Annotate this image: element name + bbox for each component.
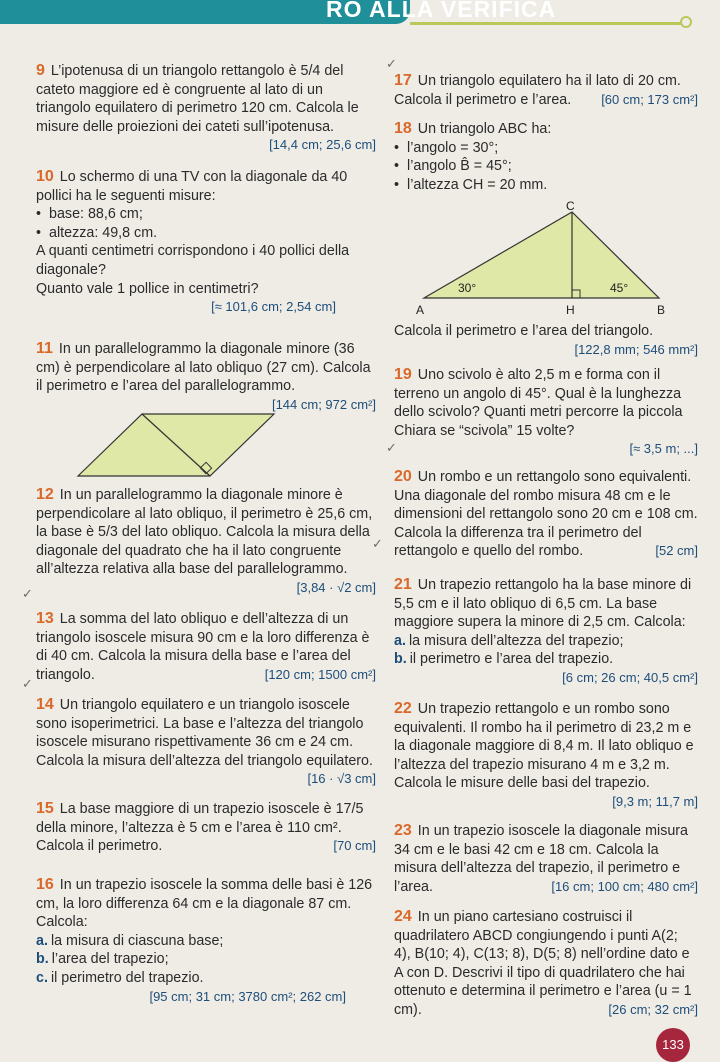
exercise-24	[394, 908, 698, 1020]
item-b: il perimetro e l’area del trapezio.	[409, 651, 614, 668]
bullet-height: • l’altezza CH = 20 mm.	[394, 176, 698, 195]
header-dot	[680, 16, 692, 28]
check-mark-icon: ✓	[22, 586, 33, 601]
exercise-10	[36, 168, 376, 317]
exercise-21: 21 Un trapezio rettangolo ha la base minore di 5,5 cm e il lato obliquo di 6,5 cm. La base maggiore supera la minore di 2,5 cm. Calcola: a. la misura dell’altezza del trapezio; b. il perimetro e l’area del trapezio. [6 cm; 26 cm; 40,5 cm²]	[394, 576, 698, 685]
exercise-number: 14	[36, 696, 54, 713]
exercise-number: 11	[36, 340, 53, 357]
item-a: la misura di ciascuna base;	[50, 932, 224, 949]
exercise-text: Un rombo e un rettangolo sono equivalenti. Una diagonale del rombo misura 48 cm e le dimensioni del rettangolo sono 20 cm e 108 cm. Calcola la differenza tra il perimetro del rettangolo e quello del rombo.	[394, 469, 698, 560]
exercise-text: Un triangolo equilatero ha il lato di 20 cm. Calcola il perimetro e l’area.	[394, 73, 681, 108]
item-c: il perimetro del trapezio.	[50, 969, 204, 986]
exercise-text-2: Calcola il perimetro e l’area del triangolo.	[394, 323, 654, 339]
exercise-text: In un parallelogrammo la diagonale minore è perpendicolare al lato obliquo, il perimetro è 25,6 cm, la base è 5/3 del lato obliquo. Calcola la misura della diagonale del quadrato che ha il lato congruente all’altezza relativa alla base del parallelogrammo.	[36, 487, 373, 578]
bullet-angle-a: • l’angolo = 30°;	[394, 139, 698, 158]
triangle-figure	[414, 200, 674, 322]
page-number: 133	[656, 1028, 690, 1062]
label-c: C	[566, 200, 575, 213]
exercise-11	[36, 340, 376, 414]
exercise-text: In un trapezio isoscele la somma delle basi è 126 cm, la loro differenza 64 cm e la diagonale 87 cm. Calcola:	[36, 877, 373, 931]
check-mark-icon: ✓	[386, 56, 397, 71]
exercise-number: 16	[36, 876, 54, 893]
check-mark-icon: ✓	[22, 676, 33, 691]
parallelogram-figure	[76, 412, 276, 478]
answer: [70 cm]	[333, 838, 376, 854]
exercise-number: 13	[36, 610, 54, 627]
exercise-17	[394, 72, 698, 109]
angle-a-label: 30°	[458, 281, 477, 295]
answer: [≈ 3,5 m; ...]	[629, 441, 698, 457]
exercise-text: Un triangolo ABC ha:	[417, 121, 552, 137]
exercise-text: Uno scivolo è alto 2,5 m e forma con il terreno un angolo di 45°. Qual è la lunghezza dello scivolo? Quanti metri percorre la piccola Chiara se “scivola” 15 volte?	[394, 367, 683, 439]
exercise-number: 9	[36, 62, 45, 79]
exercise-number: 19	[394, 366, 412, 383]
exercise-number: 17	[394, 72, 412, 89]
exercise-text-3: Quanto vale 1 pollice in centimetri?	[36, 280, 259, 297]
answer: [122,8 mm; 546 mm²]	[574, 341, 698, 357]
item-a: la misura dell’altezza del trapezio;	[408, 632, 624, 649]
header-title: RO ALLA VERIFICA	[326, 0, 557, 22]
exercise-text: La base maggiore di un trapezio isoscele è 17/5 della minore, l’altezza è 5 cm e l’area è 110 cm². Calcola il perimetro.	[36, 801, 364, 855]
exercise-number: 10	[36, 168, 54, 185]
exercise-number: 18	[394, 120, 412, 137]
answer: [95 cm; 31 cm; 3780 cm²; 262 cm]	[149, 988, 346, 1004]
exercise-number: 15	[36, 800, 54, 817]
exercise-19	[394, 366, 698, 459]
exercise-number: 24	[394, 908, 412, 925]
exercise-9	[36, 62, 376, 155]
answer: [≈ 101,6 cm; 2,54 cm]	[211, 299, 336, 315]
bullet-angle-b: • l’angolo B̂ = 45°;	[394, 157, 698, 176]
exercise-text: Un triangolo equilatero e un triangolo isoscele sono isoperimetrici. La base e l’altezza del triangolo isoscele misurano rispettivamente 36 cm e 24 cm. Calcola la misura dell’altezza del triangolo equilatero.	[36, 697, 373, 769]
label-a: A	[416, 303, 425, 317]
angle-b-label: 45°	[610, 281, 629, 295]
answer: [60 cm; 173 cm²]	[601, 91, 698, 107]
exercise-text: In un parallelogrammo la diagonale minore (36 cm) è perpendicolare al lato obliquo (27 cm). Calcola il perimetro e l’area del parallelogrammo.	[36, 341, 371, 395]
check-mark-icon: ✓	[386, 440, 397, 455]
exercise-text: In un trapezio isoscele la diagonale misura 34 cm e le basi 42 cm e 18 cm. Calcola la misura dell’altezza del trapezio, il perimetro e l’area.	[394, 823, 689, 895]
exercise-text-2: A quanti centimetri corrispondono i 40 pollici della diagonale?	[36, 243, 350, 278]
exercise-18-question	[394, 322, 698, 359]
exercise-text: Un trapezio rettangolo ha la base minore di 5,5 cm e il lato obliquo di 6,5 cm. La base maggiore supera la minore di 2,5 cm. Calcola:	[394, 577, 692, 631]
answer: [144 cm; 972 cm²]	[271, 396, 376, 412]
exercise-text: Lo schermo di una TV con la diagonale da 40 pollici ha le seguenti misure:	[36, 169, 348, 204]
exercise-text: La somma del lato obliquo e dell’altezza di un triangolo isoscele misura 90 cm e la loro differenza è di 40 cm. Calcola la misura della base e l’area del triangolo.	[36, 611, 370, 683]
answer: [120 cm; 1500 cm²]	[264, 666, 376, 682]
item-b: l’area del trapezio;	[51, 951, 169, 968]
answer: [52 cm]	[655, 543, 698, 559]
exercise-text: In un piano cartesiano costruisci il quadrilatero ABCD congiungendo i punti A(2; 4), B(10; 4), C(13; 8), D(5; 8) nell’ordine dato e A con D. Descrivi il tipo di quadrilatero che hai ottenuto e determina il perimetro e l’area (u = 1 cm).	[394, 909, 692, 1018]
check-mark-icon: ✓	[372, 536, 383, 551]
answer: [16 · √3 cm]	[307, 771, 376, 787]
answer: [9,3 m; 11,7 m]	[612, 793, 698, 809]
exercise-22	[394, 700, 698, 812]
header-line	[410, 22, 682, 25]
bullet-base: • base: 88,6 cm;	[36, 205, 376, 224]
exercise-13	[36, 610, 376, 684]
label-h: H	[566, 303, 575, 317]
section-header	[0, 0, 720, 30]
answer: [14,4 cm; 25,6 cm]	[269, 137, 376, 153]
answer: [26 cm; 32 cm²]	[608, 1001, 698, 1017]
bullet-height: • altezza: 49,8 cm.	[36, 224, 376, 243]
exercise-number: 20	[394, 468, 412, 485]
exercise-12	[36, 486, 376, 598]
exercise-text: Un trapezio rettangolo e un rombo sono equivalenti. Il rombo ha il perimetro di 23,2 m e la diagonale maggiore di 8,4 m. Il lato obliquo e l’altezza del trapezio misurano 4 m e 3,2 m. Calcola le misure delle basi del trapezio.	[394, 701, 694, 792]
label-b: B	[657, 303, 666, 317]
exercise-14	[36, 696, 376, 789]
exercise-23	[394, 822, 698, 896]
exercise-number: 22	[394, 700, 412, 717]
answer: [6 cm; 26 cm; 40,5 cm²]	[562, 669, 698, 685]
exercise-number: 21	[394, 576, 412, 593]
answer: [16 cm; 100 cm; 480 cm²]	[551, 878, 698, 894]
exercise-text: L’ipotenusa di un triangolo rettangolo è 5/4 del cateto maggiore ed è congruente al lato di un triangolo equilatero di perimetro 120 cm. Calcola le misure delle proiezioni dei cateti sull’ipotenusa.	[36, 63, 359, 135]
exercise-18	[394, 120, 698, 194]
exercise-16: 16 In un trapezio isoscele la somma delle basi è 126 cm, la loro differenza 64 cm e la diagonale 87 cm. Calcola: a. la misura di ciascuna base; b. l’area del trapezio; c. il perimetro del trapezio. [95 cm; 31 cm; 3780 cm²; 262 cm]	[36, 876, 373, 1004]
exercise-20	[394, 468, 698, 561]
exercise-number: 12	[36, 486, 54, 503]
exercise-15	[36, 800, 376, 856]
exercise-number: 23	[394, 822, 412, 839]
answer: [3,84 · √2 cm]	[296, 579, 376, 595]
